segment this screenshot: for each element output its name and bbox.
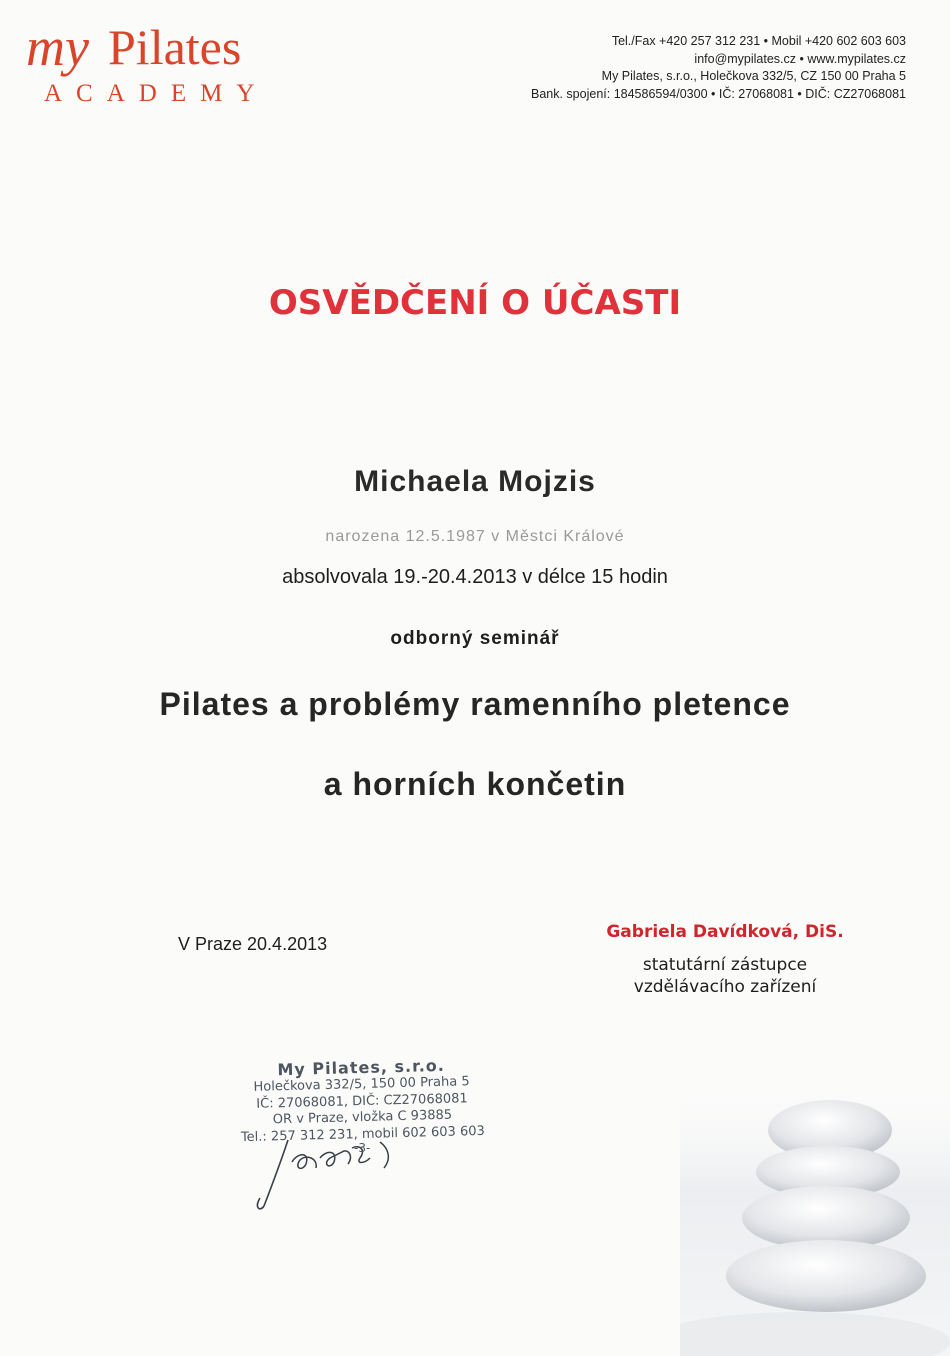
stamp-registry: OR v Praze, vložka C 93885 [272, 1107, 453, 1128]
stamp-company: My Pilates, s.r.o. [277, 1055, 446, 1080]
certificate-title: OSVĚDČENÍ O ÚČASTI [268, 283, 682, 323]
contact-line-phone: Tel./Fax +420 257 312 231 • Mobil +420 602 603 603 [611, 34, 906, 48]
signatory-role-line-2: vzdělávacího zařízení [633, 977, 817, 997]
logo-academy: ACADEMY [44, 80, 269, 107]
contact-line-bank: Bank. spojení: 184586594/0300 • IČ: 27068081 • DIČ: CZ27068081 [531, 86, 906, 101]
stamp-number: -3- [354, 1141, 371, 1155]
signatory-name: Gabriela Davídková, DiS. [606, 922, 844, 942]
handwritten-signature [248, 1128, 418, 1218]
participant-name: Michaela Mojzis [354, 465, 596, 498]
signatory-role [590, 954, 860, 998]
place-date: V Praze 20.4.2013 [178, 934, 328, 954]
contact-header [531, 33, 906, 103]
signatory-role-line-1: statutární zástupce [642, 955, 808, 975]
contact-line-web: info@mypilates.cz • www.mypilates.cz [694, 51, 906, 66]
stacked-stones-image [680, 1080, 950, 1356]
course-title-line-1: Pilates a problémy ramenního pletence [159, 686, 791, 722]
birth-info: narozena 12.5.1987 v Městci Králové [325, 528, 625, 545]
stamp-phones: Tel.: 257 312 231, mobil 602 603 603 [240, 1123, 485, 1145]
contact-line-address: My Pilates, s.r.o., Holečkova 332/5, CZ 150 00 Praha 5 [601, 69, 906, 83]
stamp-ids: IČ: 27068081, DIČ: CZ27068081 [256, 1090, 468, 1112]
logo-pilates: Pilates [108, 19, 242, 75]
seminar-type: odborný seminář [390, 628, 560, 649]
stamp-address: Holečkova 332/5, 150 00 Praha 5 [253, 1074, 470, 1095]
logo-my: my [26, 17, 89, 77]
completion-info: absolvovala 19.-20.4.2013 v délce 15 hodin [282, 566, 668, 588]
course-title-line-2: a horních končetin [323, 766, 627, 802]
